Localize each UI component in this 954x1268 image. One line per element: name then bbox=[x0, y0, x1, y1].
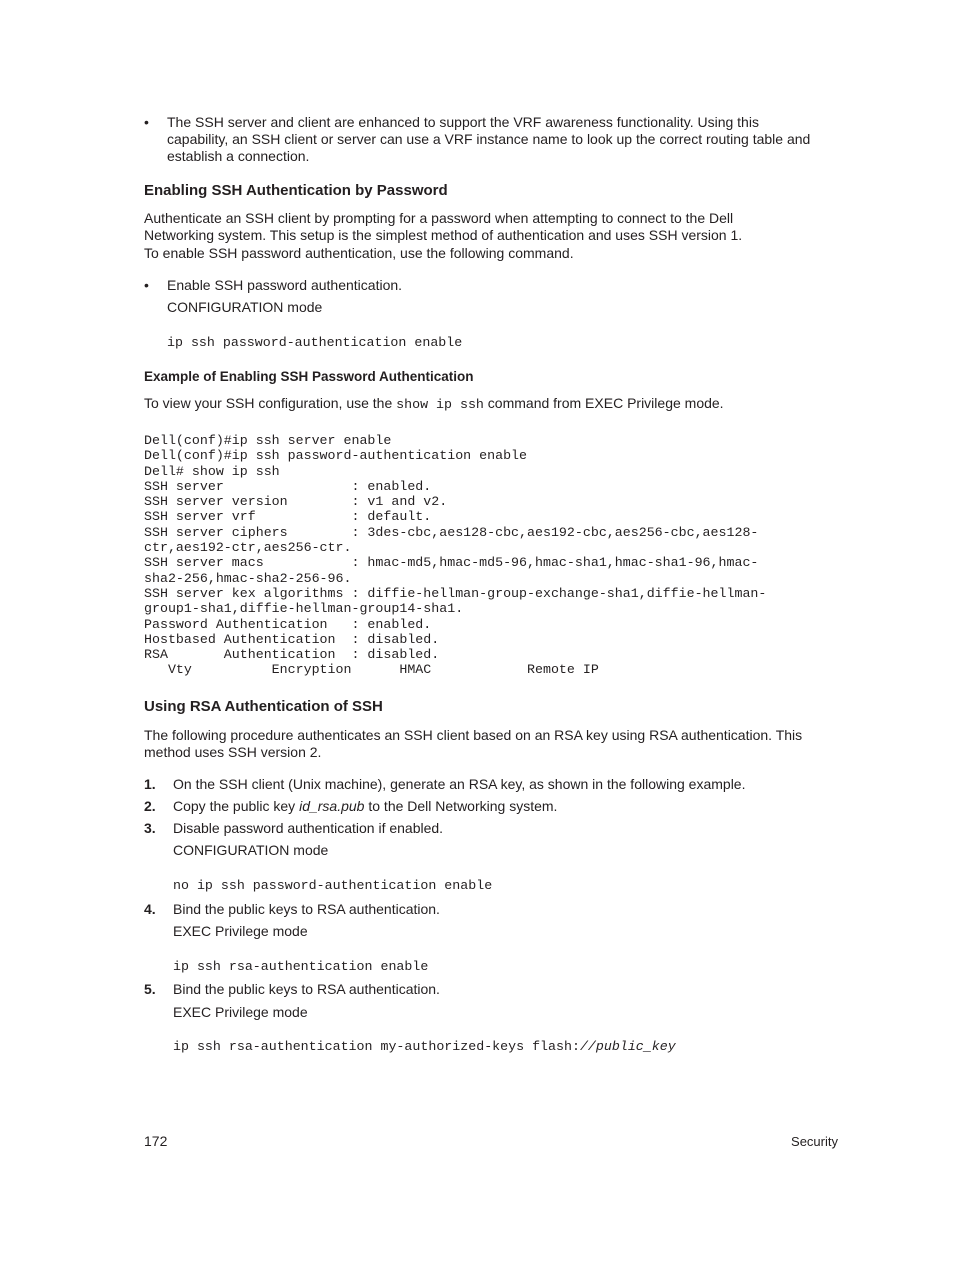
heading-enabling-ssh-password: Enabling SSH Authentication by Password bbox=[144, 182, 448, 199]
step-text: Bind the public keys to RSA authentication. bbox=[173, 981, 440, 997]
enable-password-bullet bbox=[144, 277, 840, 294]
public-key-placeholder: //public_key bbox=[579, 1039, 676, 1054]
bullet-marker: • bbox=[144, 277, 149, 293]
password-auth-description: Authenticate an SSH client by prompting for a password when attempting to connect to the Dell Networking system. This setup is the simplest method of authentication and uses SSH version 1. bbox=[144, 210, 743, 243]
footer-section-name: Security bbox=[791, 1134, 838, 1149]
password-auth-intro: To enable SSH password authentication, use the following command. bbox=[144, 245, 574, 261]
step-text-prefix: Copy the public key bbox=[173, 798, 300, 814]
step-3-command: no ip ssh password-authentication enable bbox=[173, 878, 493, 893]
id-rsa-pub-filename: id_rsa.pub bbox=[299, 798, 365, 814]
configuration-mode-label: CONFIGURATION mode bbox=[167, 299, 323, 315]
step-1 bbox=[144, 776, 840, 793]
step-4-mode: EXEC Privilege mode bbox=[173, 923, 308, 939]
step-3-mode: CONFIGURATION mode bbox=[173, 842, 329, 858]
example-description-prefix: To view your SSH configuration, use the bbox=[144, 395, 397, 411]
step-2 bbox=[144, 798, 840, 815]
example-description-suffix: command from EXEC Privilege mode. bbox=[483, 395, 724, 411]
step-5-mode: EXEC Privilege mode bbox=[173, 1004, 308, 1020]
heading-rsa-authentication: Using RSA Authentication of SSH bbox=[144, 698, 383, 715]
step-4 bbox=[144, 901, 840, 918]
step-5-command bbox=[173, 1039, 676, 1054]
step-text-suffix: to the Dell Networking system. bbox=[364, 798, 558, 814]
document-page bbox=[144, 0, 840, 1268]
step-5-command-prefix: ip ssh rsa-authentication my-authorized-keys flash: bbox=[173, 1039, 580, 1054]
step-text: On the SSH client (Unix machine), generate an RSA key, as shown in the following example. bbox=[173, 776, 746, 792]
enable-password-bullet-text: Enable SSH password authentication. bbox=[167, 277, 403, 293]
vrf-bullet-text: The SSH server and client are enhanced to support the VRF awareness functionality. Using this capability, an SSH client or server can use a VRF instance name to look up the correct routing table and establish a connection. bbox=[167, 114, 811, 164]
step-text: Bind the public keys to RSA authentication. bbox=[173, 901, 440, 917]
step-text: Disable password authentication if enabled. bbox=[173, 820, 444, 836]
vrf-bullet bbox=[144, 114, 840, 165]
heading-example-password: Example of Enabling SSH Password Authentication bbox=[144, 369, 474, 384]
page-number: 172 bbox=[144, 1133, 168, 1149]
step-5 bbox=[144, 981, 840, 998]
step-text bbox=[173, 798, 840, 815]
show-ip-ssh-inline-code: show ip ssh bbox=[396, 397, 484, 412]
password-auth-command: ip ssh password-authentication enable bbox=[167, 335, 463, 350]
bullet-marker: • bbox=[144, 114, 149, 130]
rsa-description: The following procedure authenticates an SSH client based on an RSA key using RSA authentication. This method uses SSH version 2. bbox=[144, 727, 803, 760]
step-number: 5. bbox=[144, 981, 156, 997]
step-number: 4. bbox=[144, 901, 156, 917]
example-description bbox=[144, 395, 836, 413]
show-ip-ssh-output: Dell(conf)#ip ssh server enable Dell(conf)#ip ssh password-authentication enable Dell# show ip ssh SSH server : enabled. SSH server version : v1 and v2. SSH server vrf : default. SSH server ciphers : 3des-cbc,aes128-cbc,aes192-cbc,aes256-cbc,aes128- ctr,aes192-ctr,aes256-ctr. SSH server macs : hmac-md5,hmac-md5-96,hmac-sha1,hmac-sha1-96,hmac- sha2-256,hmac-sha2-256-96. SSH server kex algorithms : diffie-hellman-group-exchange-sha1,diffie-hellman- group1-sha1,diffie-hellman-group14-sha1. Password Authentication : enabled. Hostbased Authentication : disabled. RSA Authentication : disabled. Vty Encryption HMAC Remote IP bbox=[144, 433, 767, 678]
step-number: 3. bbox=[144, 820, 156, 836]
step-number: 1. bbox=[144, 776, 156, 792]
step-3 bbox=[144, 820, 840, 837]
step-4-command: ip ssh rsa-authentication enable bbox=[173, 959, 429, 974]
step-number: 2. bbox=[144, 798, 156, 814]
